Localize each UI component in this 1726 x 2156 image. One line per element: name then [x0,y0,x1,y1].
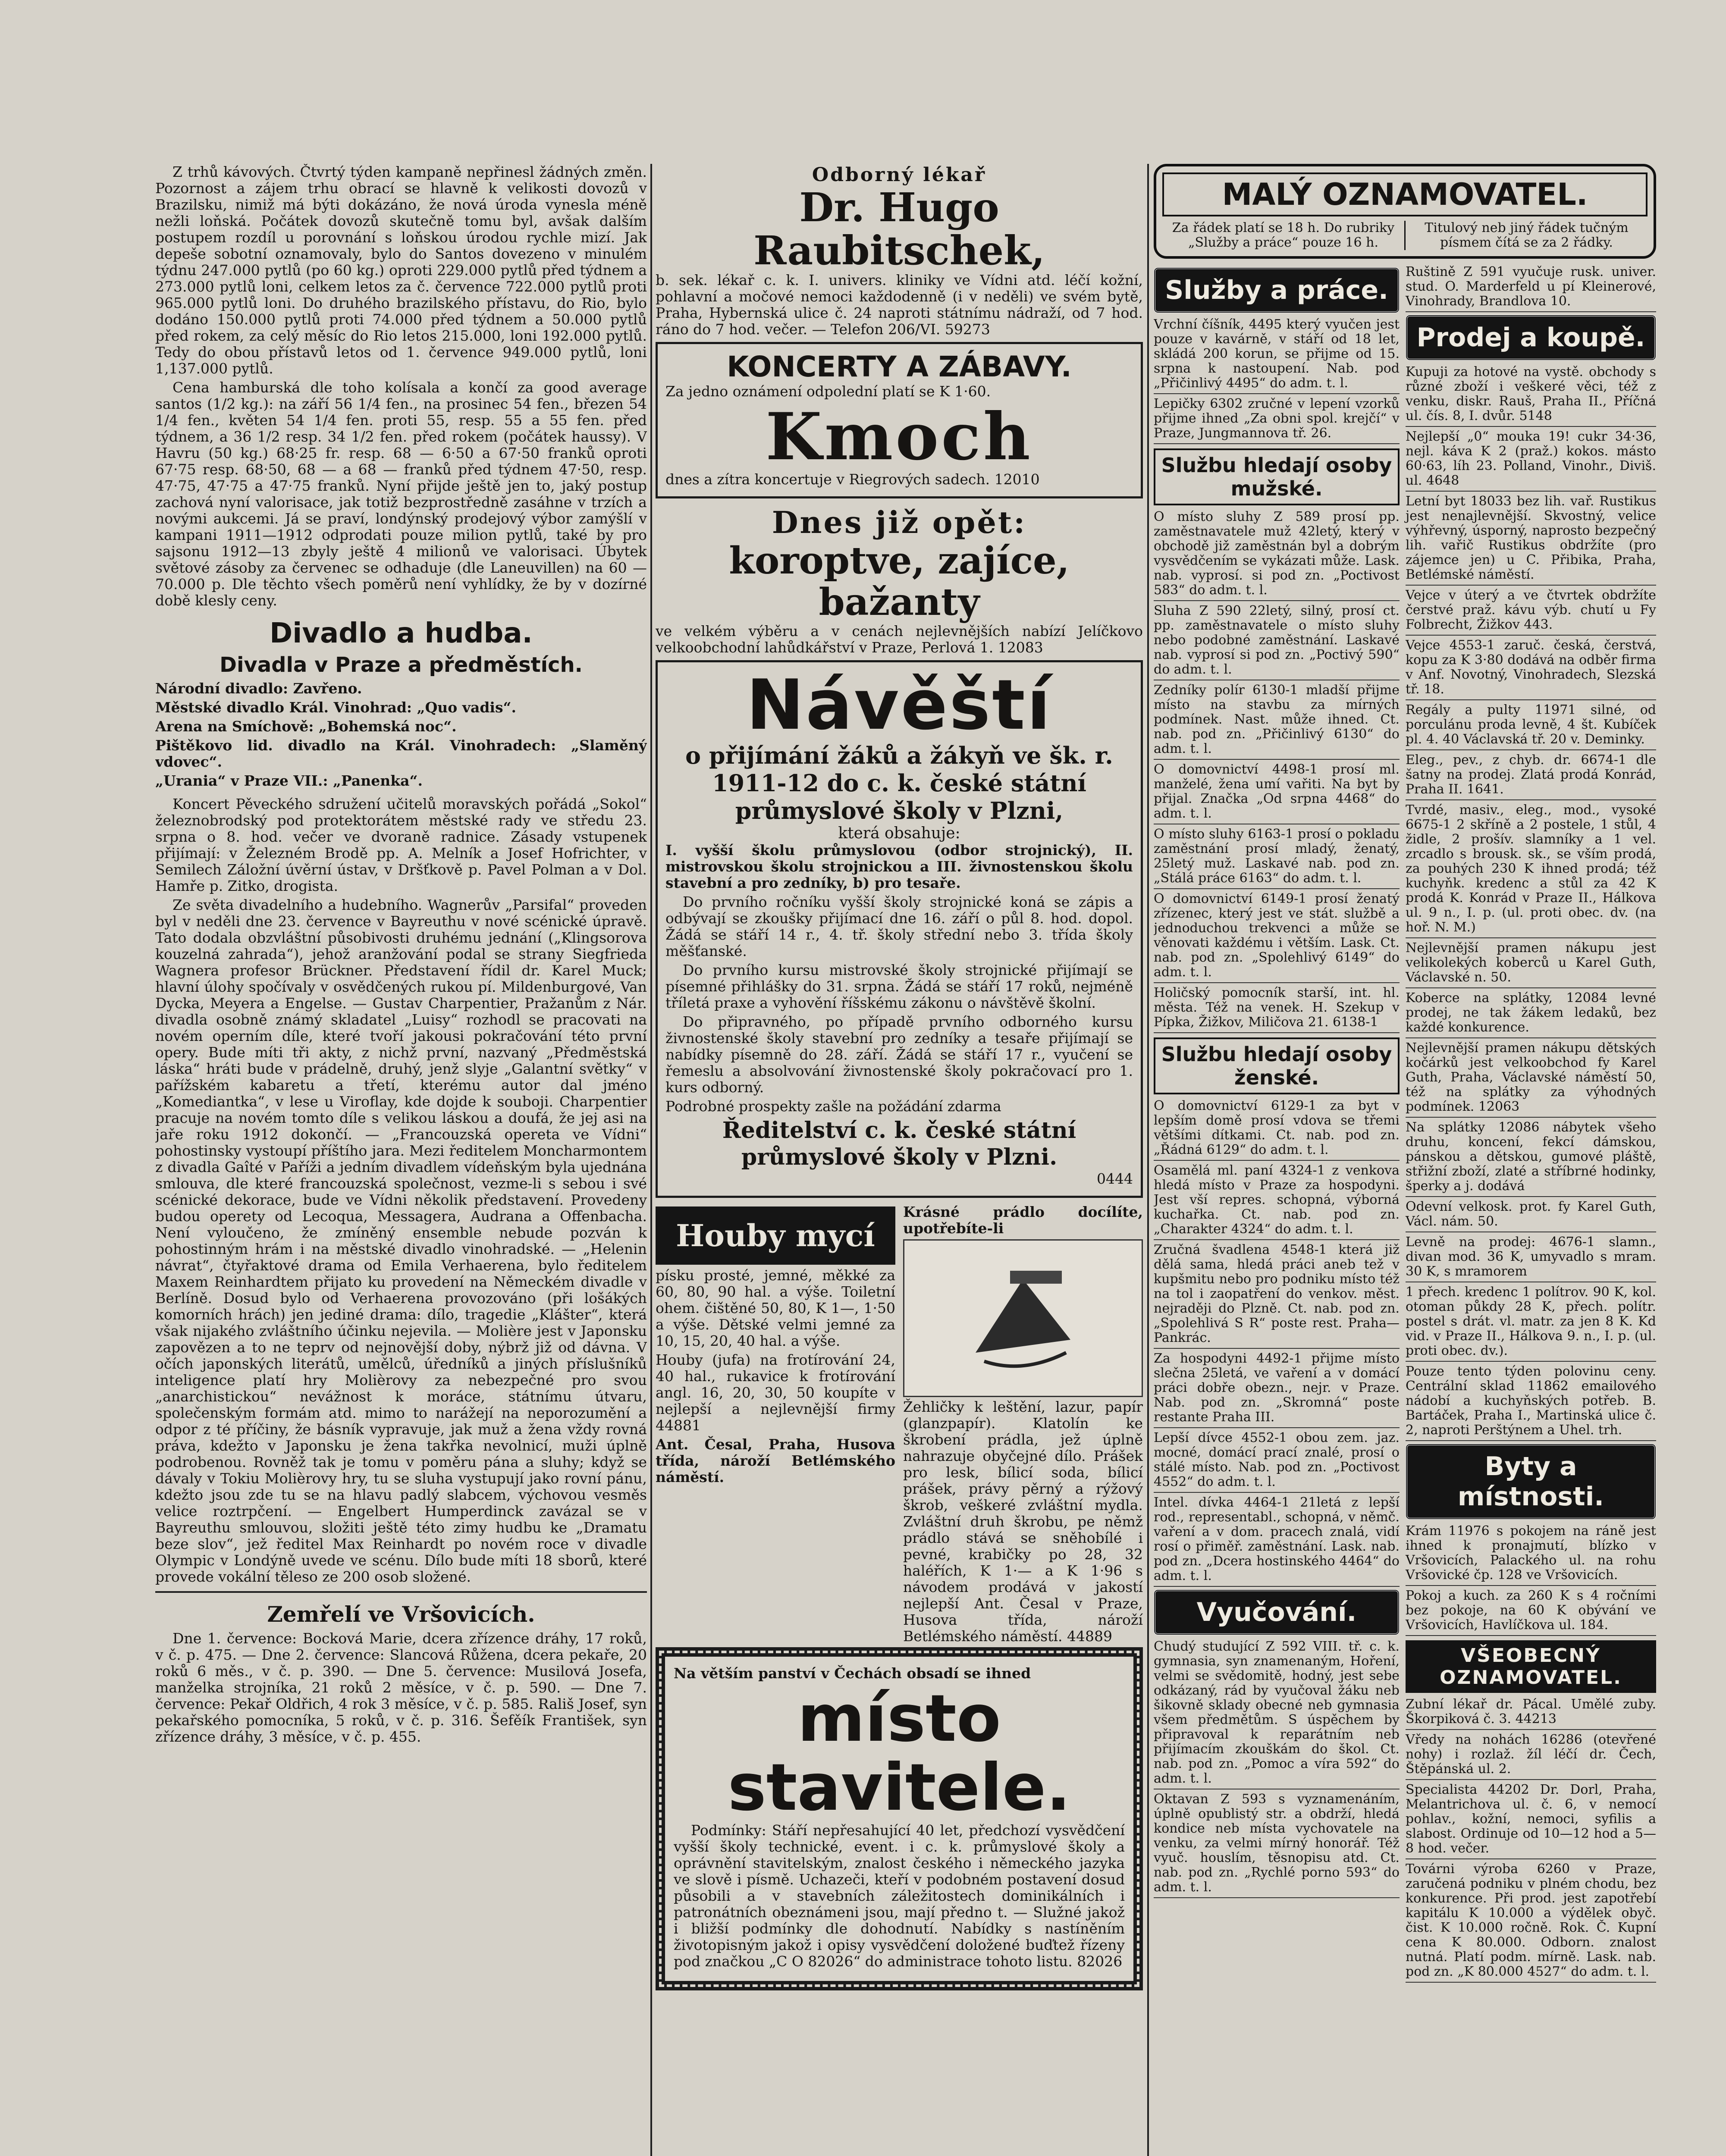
sponge-banner: Houby mycí [656,1206,895,1265]
sponge-adverts [656,1204,1143,1647]
tab-education: Vyučování. [1154,1589,1400,1635]
school-directorate: Ředitelství c. k. české státní průmyslové školy v Plzni. [722,1117,1076,1170]
classified-ad: Intel. dívka 4464-1 21letá z lepší rod., representabl., schopná, v němč. vaření a v dom. pracech znalá, vidí rosí o přiměř. zaměstnání. Lask. nab. pod zn. „Dcera hostinského 4464“ do adm. t. l. [1154,1495,1400,1587]
column-right [1154,164,1656,2156]
column-rule [650,164,652,2156]
classified-ad: Chudý studující Z 592 VIII. tř. c. k. gymnasia, syn znamenaným, Hoření, velmi se svědomitě, hodný, jest sebe odkázaný, rád by vyučoval žáku neb šikovně sklady obecné neb gymnasia všem předmětům. S úspěchem by připravoval k reparátním neb přijímacím zkouškám do škol. Ct. nab. pod zn. „Pomoc a víra 592“ do adm. t. l. [1154,1639,1400,1789]
program-item: Národní divadlo: Zavřeno. [155,680,362,697]
classified-ad: O domovnictví 4498-1 prosí ml. manželé, žena umí vařiti. Na byt by přijal. Značka „Od srpna 4468“ do adm. t. l. [1154,762,1400,824]
classified-ad: Pokoj a kuch. za 260 K s 4 ročními bez pokoje, na 60 K obývání ve Vršovicích, Havlíčkova ul. 184. [1406,1589,1656,1636]
classified-ad: Pouze tento týden polovinu ceny. Centrální sklad 11862 emailového nádobí a kuchyňských potřeb. B. Bartáček, Praha I., Martinská ulice č. 2, naproti Perštýnem a Uhel. trh. [1406,1364,1656,1441]
classified-ad: Na splátky 12086 nábytek všeho druhu, koncení, fekcí dámskou, pánskou a dětskou, gumové pláště, střižní zboží, zlaté a stříbrné hodinky, šperky a j. dodává [1406,1120,1656,1197]
tab-housing: Byty a místnosti. [1406,1444,1656,1520]
iron-illustration [903,1239,1143,1397]
school-notice-subtitle: o přijímání žáků a žákyň ve šk. r. 1911-12 do c. k. české státní průmyslové školy v Plzni, [685,742,1113,824]
coffee-market-article-cont: Cena hamburská dle toho kolísala a končí za good average santos (1/2 kg.): na září 56 1/4 fen., na prosinec 54 fen., březen 54 1/4 fen., květen 54 1/4 fen. proti 55, resp. 55 a 55 fen. před týdnem, a 36 1/2 resp. 34 1/2 fen. před rokem (počátek haussy). V Havru (50 kg.) 68·25 fr. resp. 68 — 6·50 a 67·50 franků oproti 67·75 resp. 68·50, 68 — a 68 — franků před týdnem 47·50, resp. 47·75, 47·75 a 47·75 franků. Nyní přijde ještě jen to, jaký postup zachová nyní valorisace, jak totiž bezprostředně zasáhne v trzích a novými aukcemi. Já se praví, londýnský prodejový výbor zamýšlí v kampani 1911—1912 odprodati pouze milion pytlů, také by pro sajsonu 1912—13 zbyly ještě 4 milionů ve valorisaci. Úbytek světové zásoby za červenec se odhaduje (dle Laneuvillen) na 60 — 70.000 p. Dle těchto všech poměrů není vyhlídky, že by v dozírné době klesly ceny. [155,379,647,609]
column-rule [1147,164,1149,2156]
classified-ad: Osamělá ml. paní 4324-1 z venkova hledá místo v Praze za hospodyni. Jest vší repres. schopná, výborná kuchařka. Ct. nab. pod zn. „Charakter 4324“ do adm. t. l. [1154,1163,1400,1240]
school-notice-number: 0444 [1097,1170,1133,1187]
school-notice-para: Do prvního ročníku vyšší školy strojnické koná se zápis a odbývají se zkoušky přijímací dne 16. září o půl 8. hod. dopol. Žádá se stáří 14 r., 4. tř. školy střední nebo 3. třída školy měšťanské. [665,893,1133,959]
classified-ad: Zubní lékař dr. Pácal. Umělé zuby. Škorpiková č. 3. 44213 [1406,1697,1656,1730]
classified-ad: O domovnictví 6129-1 za byt v lepším domě prosí vdova se třemi většími dítkami. Ct. nab. pod zn. „Řádná 6129“ do adm. t. l. [1154,1099,1400,1161]
classified-ad: Nejlevnější pramen nákupu jest velikolekých koberců u Karel Guth, Václavské n. 50. [1406,941,1656,988]
kmoch-text: dnes a zítra koncertuje v Riegrových sadech. 12010 [665,471,1040,488]
laundry-text: Žehličky k leštění, lazur, papír (glanzpapír). Klatolín ke škrobení prádla, jež úplně nahrazuje obyčejné dílo. Prášek pro lesk, bílicí soda, bílicí prášek, právy pěrný a rýžový škrob, veškeré zvláštní mydla. Zvláštní druh škrobu, pe němž prádlo stává se sněhobílé i pevné, krabičky po 28, 32 haléřích, K 1·— a K 1·96 s návodem prodává v jakostí nejlepší Ant. Česal v Praze, Husova třída, nároží Betlémského náměstí. 44889 [903,1398,1143,1645]
coffee-market-article: Z trhů kávových. Čtvrtý týden kampaně nepřinesl žádných změn. Pozornost a zájem trhu obrací se hlavně k velikosti dovozů v Brazilsku, nimiž má býti dokázáno, že nová úroda vynesla méně nežli loňská. Počátek dovozů skutečně tomu byl, avšak dalším postupem rozdíl u porovnání s loňskou úrodou rychle mizí. Jak depeše sobotní oznamovaly, bylo do Santos dovezeno v minulém týdnu 247.000 pytlů (po 60 kg.) oproti 229.000 pytlů před týdnem a 273.000 pytlů loni, celkem letos za č. července 722.000 pytlů proti 965.000 pytlů loni. Do druhého brazilského přístavu, do Rio, bylo dodáno 150.000 pytlů proti 74.000 před týdnem a 50.000 pytlů před rokem, za celý měsíc do Rio letos 215.000, loni 192.000 pytlů. Tedy do obou přístavů letos od 1. července 949.000 pytlů, loni 1,137.000 pytlů. [155,164,647,377]
classified-ad: Letní byt 18033 bez lih. vař. Rustikus jest nenajlevnější. Skvostný, velice výhřevný, úsporný, naprosto bezpečný lih. vařič Rustikus obdržíte (pro zájemce jen) u C. Přibika, Praha, Betlémské náměstí. [1406,494,1656,586]
program-item: Pištěkovo lid. divadlo na Král. Vinohradech: „Slaměný vdovec“. [155,737,647,770]
school-notice-contains: která obsahuje: [838,824,960,842]
classified-ad: Továrni výroba 6260 v Praze, zaručená podniku v plném chodu, bez konkurence. Při prod. jest zapotřebí kapitálu K 10.000 a výdělek obyč. čist. K 10.000 ročně. Rok. Č. Kupní cena K 80.000. Odborn. znalost nutná. Platí podm. mírně. Lask. nab. pod zn. „K 80.000 4527“ do adm. t. l. [1406,1862,1656,1983]
classified-ad: Ruštině Z 591 vyučuje rusk. univer. stud. O. Marderfeld u pí Kleinerové, Vinohrady, Brandlova 10. [1406,265,1656,312]
classified-ad: Vejce v úterý a ve čtvrtek obdržíte čerstvé praž. kávu výb. chutí u Fy Folbrecht, Žižkov 443. [1406,588,1656,636]
vacancy-intro: Na větším panství v Čechách obsadí se ihned [674,1665,1031,1682]
classified-ad: O místo sluhy Z 589 prosí pp. zaměstnavatele muž 42letý, který v obchodě již zaměstnán byl a dobrým vysvědčením se vykázati může. Lask. nab. vyprosí. si pod zn. „Poctivost 583“ do adm. t. l. [1154,510,1400,601]
game-advert-kicker: Dnes již opět: [772,505,1027,540]
classified-ad: Za hospodyni 4492-1 přijme místo slečna 25letá, ve vaření a v domácí práci dobře obezn., nejr. v Praze. Nab. pod zn. „Skromná“ poste restante Praha III. [1154,1351,1400,1428]
classified-ad: Holičský pomocník starší, int. hl. města. Též na venek. H. Szekup v Pípka, Žižkov, Miličova 21. 6138-1 [1154,986,1400,1033]
vacancy-text: Podmínky: Stáří nepřesahující 40 let, předchozí vysvědčení vyšší školy technické, event. i c. k. průmyslové školy a oprávnění stavitelským, znalost českého i německého jazyka ve slově i písmě. Uchazeči, kteří v podobném postavení dosud působili a v stavebních záležitostech dominikálních i patronátních obeznámeni jsou, mají předno t. — Služné jakož i bližší podmínky dle dohodnutí. Nabídky s nastíněním životopisným jakož i opisy vysvědčení doložené buďtež řízeny pod značkou „C O 82026“ do administrace tohoto listu. 82026 [674,1822,1125,1970]
classifieds-subcolumn-b [1406,265,1656,1985]
theatre-news-article: Ze světa divadelního a hudebního. Wagnerův „Parsifal“ proveden byl v neděli dne 23. července v Bayreuthu v nové scénické úpravě. Tato dodala obzvláštní působivosti druhému jednání („Klingsorova kouzelná zahrada“), jehož aranžování podal se strany Siegfrieda Wagnera profesor Brückner. Představení řídil dr. Karel Muck; hlavní úlohy spočívaly v osvědčených rukou pí. Mildenburgové, Van Dycka, Meyera a Engelse. — Gustav Charpentier, Pražanům z Nár. divadla osobně známý skladatel „Luisy“ rozhodl se pracovati na novém operním díle, které tvoří jakousi pokračování této první opery. Bude míti tři akty, z nichž první, nazvaný „Předměstská láska“ hráti bude v prádelně, druhý, jenž slyje „Galantní světky“ v pařížském kabaretu a třetí, kterému autor dal jméno „Komediantka“, v lese u Viroflay, kde dojde k souboji. Charpentier pracuje na novém tomto díle s velikou láskou a doufá, že jej asi na jaře roku 1912 dokončí. — „Francouzská opereta ve Vídni“ pohostinsky vystoupí příštího jara. Mezi ředitelem Moncharmontem z divadla Gaîté v Paříži a jedním divadlem vídeňským byla ujednána smlouva, dle které francouzská společnost, vezme-li s sebou i své scénické dekorace, bude ve Vídni několik představení. Provedeny budou operety od Lecoqua, Messagera, Audrana a Offenbacha. Není vyloučeno, že zmíněný ensemble nebude pozván k pohostinným hrám i na městské divadlo vinohradské. — „Helenin návrat“, čtyřaktové drama od Emila Verhaerena, bylo ředitelem Maxem Reinhardtem přijato ku provedení na Německém divadle v Berlíně. Dosud bylo od Verhaerena provozováno (při lošákých komorních hrách) jen jediné drama: dílo, tragedie „Klášter“, která však nijakého zvláštního účinku nejevila. — Molière jest v Japonsku zapovězen a to ne teprv od nejnovější doby, nýbrž již od dávna. V očích japonských literátů, umělců, úředníků a jiných příslušníků inteligence platí hry Molièrovy za nebezpečné pro svou „anarchistickou“ nevážnost k moráce, státnímu útvaru, společenským formám atd. mimo to narážejí na neporozumění a odpor z té příčiny, že básník vypravuje, jak muž a žena vždy rovná práva, kdežto v Japonsku je žena takřka nevolnicí, muži úplně podrobenou. Rovněž tak je tomu v poměru pána a sluhy; když se dávaly v Tokiu Molièrovy hry, tu se sluha vystupují jako rovní pánu, kdežto jsou zde tu se na hlavu padlý slabcem, výchovou vesměs velice roztrpčení. — Engelbert Humperdinck zavázal se v Bayreuthu smlouvou, složiti ještě této zimy hudbu ke „Dramatu beze slov“, jež ředitel Max Reinhardt po novém roce v divadle Olympic v Londýně uvede ve scénu. Dílo bude míti 18 sborů, které provede vokální těleso ze 200 osob složené. [155,896,647,1585]
classified-ad: Sluha Z 590 22letý, silný, prosí ct. pp. zaměstnavatele o místo sluhy nebo podobné zaměstnání. Laskavé nab. vyprosí si pod zn. „Poctivý 590“ do adm. t. l. [1154,604,1400,680]
classified-ad: O domovnictví 6149-1 prosí ženatý zřízenec, který jest ve stát. službě a jednoduchou trekvenci a může se věnovati každému i větším. Lask. Ct. nab. pod zn. „Spolehlivý 6149“ do adm. t. l. [1154,892,1400,983]
classifieds-title: MALÝ OZNAMOVATEL. [1162,172,1648,216]
sponge-jufa-text: Houby (jufa) na frotírování 24, 40 hal., rukavice k frotírování angl. 16, 20, 30, 50 koupíte v nejlepší a nejlevnější firmy 44881 [656,1351,895,1434]
classified-ad: Eleg., pev., z chyb. dr. 6674-1 dle šatny na prodej. Zlatá prodá Konrád, Praha II. 1641. [1406,753,1656,800]
general-classifieds-heading: VŠEOBECNÝ OZNAMOVATEL. [1406,1640,1656,1693]
school-notice-title: Návěští [746,664,1052,745]
school-notice-list: I. vyšší školu průmyslovou (odbor strojnický), II. mistrovskou školu strojnickou a III. živnostenskou školu stavební a pro zedníky, b) pro tesaře. [665,842,1133,891]
program-item: Arena na Smíchově: „Bohemská noc“. [155,718,457,735]
classifieds-price-left: Za řádek platí se 18 h. Do rubriky „Služby a práce“ pouze 16 h. [1162,221,1406,250]
section-subheading-divadla: Divadla v Praze a předměstích. [220,653,583,677]
concert-notice: Koncert Pěveckého sdružení učitelů moravských pořádá „Sokol“ železnobrodský pod protektorátem městské rady ve středu 23. srpna o 8. hod. večer ve dvoraně radnice. Zásady vstupenek přijímají: v Železném Brodě pp. A. Melník a Josef Hofrichter, v Semilech Záložní úvěrní ústav, v Dršťkově p. Pavel Polman a v Dol. Hamře p. Zitko, drogista. [155,796,647,894]
classified-ad: Oktavan Z 593 s vyznamenáním, úplně opublistý str. a obdrží, hledá kondice neb místa vychovatele na venku, za velmi mírný honorář. Též vyuč. houslím, těsnopisu atd. Ct. nab. pod zn. „Rychlé porno 593“ do adm. t. l. [1154,1792,1400,1898]
classified-ad: O místo sluhy 6163-1 prosí o pokladu zaměstnání prosí mladý, ženatý, 25letý muž. Laskavé nab. pod zn. „Stálá práce 6163“ do adm. t. l. [1154,827,1400,889]
divider [155,1591,647,1593]
doctor-advert-name: Dr. Hugo Raubitschek, [753,184,1045,274]
classified-ad: Specialista 44202 Dr. Dorl, Praha, Melantrichova ul. č. 6, v nemocí pohlav., kožní, nemoci, syfilis a slabost. Ordinuje od 10—12 hod a 5—8 hod. večer. [1406,1783,1656,1859]
classified-ad: Krám 11976 s pokojem na ráně jest ihned k pronajmutí, blízko v Vršovicích, Palackého ul. na rohu Vršovické čp. 128 ve Vršovicích. [1406,1524,1656,1586]
tab-buy-sell: Prodej a koupě. [1406,315,1656,360]
heading-women-seeking: Službu hledají osoby ženské. [1154,1037,1400,1094]
sponge-advert [656,1204,895,1647]
heading-men-seeking: Službu hledají osoby mužské. [1154,448,1400,505]
concerts-price: Za jedno oznámení odpolední platí se K 1·60. [665,383,991,400]
school-notice-box [656,660,1143,1198]
classified-ad: Vrchní číšník, 4495 který vyučen jest pouze v kavárně, v stáří od 18 let, skládá 200 korun, se přijme od 15. srpna k nastoupení. Nab. pod „Přičinlivý 4495“ do adm. t. l. [1154,317,1400,394]
school-notice-para: Podrobné prospekty zašle na požádání zdarma [665,1098,1001,1115]
school-notice-para: Do připravného, po případě prvního odborného kursu živnostenské školy stavební pro zedníky a tesaře přijímají se nabídky písemně do 28. září. Žádá se stáří 17 r., vyučení se řemeslu a absolvování živnostenské školy pokračovací pro 1. kurs odborný. [665,1013,1133,1096]
classified-ad: Koberce na splátky, 12084 levné prodej, ne tak žákem ledaků, bez každé konkurence. [1406,991,1656,1038]
classified-ad: Vředy na nohách 16286 (otevřené nohy) i rozlaž. žíl léčí dr. Čech, Štěpánská ul. 2. [1406,1733,1656,1780]
tab-services: Služby a práce. [1154,267,1400,313]
section-heading-zemreli: Zemřelí ve Vršovicích. [267,1601,535,1627]
column-left [155,164,647,2156]
concerts-title: KONCERTY A ZÁBAVY. [727,350,1072,383]
school-notice-para: Do prvního kursu mistrovské školy strojnické přijímají se písemné přihlášky do 31. srpna. Žádá se stáří 17 roků, nejméně tříletá praxe a vyhovění říšskému zákonu o návštěvě školní. [665,962,1133,1011]
game-advert [656,505,1143,656]
cesal-address: Ant. Česal, Praha, Husova třída, nároží Betlémského náměstí. [656,1436,895,1485]
classified-ad: Kupuji za hotové na vystě. obchody s různé zboží i veškeré věci, též z venku, diskr. Rauš, Praha II., Příčná ul. čís. 8, I. dvůr. 5148 [1406,365,1656,427]
classified-ad: Nejlepší „0“ mouka 19! cukr 34·36, nejl. káva K 2 (praž.) kokos. másto 60·63, líh 23. Polland, Vinohr., Diviš. ul. 4648 [1406,429,1656,492]
section-heading-divadlo: Divadlo a hudba. [270,617,533,649]
classified-ad: Nejlevnější pramen nákupu dětských kočárků jest velkoobchod fy Karel Guth, Praha, Václavské náměstí 50, též na splátky za výhodných podmínek. 12063 [1406,1041,1656,1118]
classified-ad: Tvrdé, masiv., eleg., mod., vysoké 6675-1 2 skříně a 2 postele, 1 stůl, 4 židle, 2 prošív. slamníky a 1 vel. zrcadlo s brousk. sk., se vším prodá, za pouhých 230 K ihned prodá; též kuchyňk. kredenc a stůl za 42 K prodá K. Konrád v Praze II., Hálkova ul. 9 n., I. p. (ul. proti obec. dv. (na hoř. N. M.) [1406,803,1656,938]
doctor-advert-kicker: Odborný lékař [812,164,987,186]
game-advert-text: ve velkém výběru a v cenách nejlevnějších nabízí Jelíčkovo velkoobchodní lahůdkářství v Praze, Perlová 1. 12083 [656,623,1143,656]
concerts-box [656,342,1143,498]
classified-ad: Zručná švadlena 4548-1 která již dělá sama, hledá práci aneb tež v kupšmitu nebo pro podniku místo též na tol i zaopatření do venkov. měst. nejraději do Plzně. Ct. nab. pod zn. „Spolehlivá S R“ poste rest. Praha—Pankrác. [1154,1243,1400,1349]
classifieds-header [1154,164,1656,259]
doctor-advert-text: b. sek. lékař c. k. I. univers. kliniky ve Vídni atd. léčí kožní, pohlavní a močové nemoci každodenně (i v neděli) ve svém bytě, Praha, Hybernská ulice č. 24 naproti státnímu nádraží, od 7 hod. ráno do 7 hod. večer. — Telefon 206/VI. 59273 [656,272,1143,338]
laundry-title: Krásné prádlo docílíte, upotřebíte-li [903,1203,1143,1237]
classified-ad: Vejce 4553-1 zaruč. česká, čerstvá, kopu za K 3·80 dodává na odběr firma v Anf. Novotný, Vinohradech, Slezská tř. 18. [1406,638,1656,700]
architect-vacancy-box [656,1647,1143,1990]
program-item: „Urania“ v Praze VII.: „Panenka“. [155,772,423,789]
doctor-advert [656,164,1143,338]
kmoch-title: Kmoch [766,399,1033,475]
classified-ad: Levně na prodej: 4676-1 slamn., divan mod. 36 K, umyvadlo s mram. 30 K, s mramorem [1406,1235,1656,1282]
classified-ad: 1 přech. kredenc 1 polítrov. 90 K, kol. otoman půkdy 28 K, přech. polítr. postel s drát. vl. matr. za jen 8 K. Kd vid. v Praze II., Hálkova 9. n., I. p. (ul. proti obec. dv.). [1406,1285,1656,1362]
iron-icon [958,1253,1088,1383]
classified-ad: Lepičky 6302 zručné v lepení vzorků přijme ihned „Za obni spol. krejčí“ v Praze, Jungmannova tř. 26. [1154,397,1400,444]
classified-ad: Odevní velkosk. prot. fy Karel Guth, Václ. nám. 50. [1406,1200,1656,1232]
sponge-text: písku prosté, jemné, měkké za 60, 80, 90 hal. a výše. Toiletní ohem. čištěné 50, 80, K 1—, 1·50 a výše. Dětské velmi jemné za 10, 15, 20, 40 hal. a výše. [656,1267,895,1349]
classifieds-subcolumn-a [1154,265,1400,1985]
classified-ad: Regály a pulty 11971 silné, od porculánu proda levně, 4 št. Kubíček pl. 4. 40 Václavská tř. 20 v. Deminky. [1406,703,1656,750]
program-item: Městské divadlo Král. Vinohrad: „Quo vadis“. [155,699,517,716]
laundry-advert [903,1204,1143,1647]
game-advert-title: koroptve, zajíce, bažanty [729,539,1070,624]
classifieds-price-right: Titulový neb jiný řádek tučným písmem čítá se za 2 řádky. [1425,220,1629,250]
vacancy-title: místo stavitele. [728,1681,1071,1825]
classified-ad: Zedníky polír 6130-1 mladší přijme místo na stavbu za mírných podmínek. Nast. může ihned. Ct. nab. pod zn. „Přičinlivý 6130“ do adm. t. l. [1154,683,1400,760]
classified-ad: Lepší dívce 4552-1 obou zem. jaz. mocné, domácí prací znalé, prosí o stálé místo. Nab. pod zn. „Poctivost 4552“ do adm. t. l. [1154,1431,1400,1493]
obituaries-list: Dne 1. července: Bocková Marie, dcera zřízence dráhy, 17 roků, v č. p. 475. — Dne 2. července: Slancová Růžena, dcera pekaře, 20 roků 6 měs., v č. p. 390. — Dne 5. července: Musilová Josefa, manželka strojníka, 21 roků 2 měsíce, v č. p. 590. — Dne 7. července: Pekař Oldřich, 4 rok 3 měsíce, v č. p. 585. Rališ Josef, syn pekařského pomocníka, 5 roků, v č. p. 316. Šefěík František, syn zřízence dráhy, 3 měsíce, v č. p. 455. [155,1630,647,1745]
column-middle [656,164,1143,2156]
